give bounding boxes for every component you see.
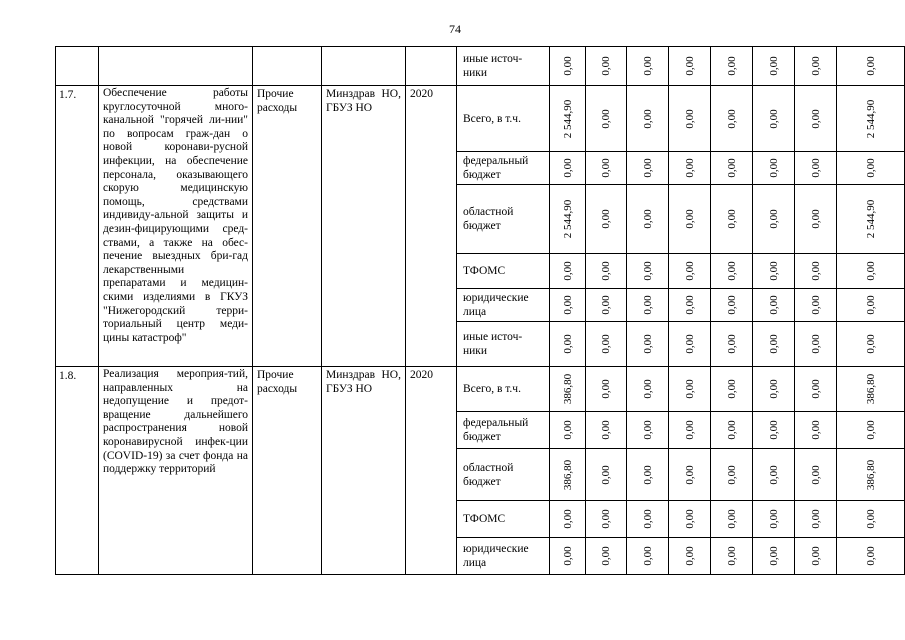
amount-value: 0,00 [809, 334, 822, 354]
expense-type-cell [253, 367, 322, 575]
amount-cell [669, 152, 711, 185]
amount-cell [795, 185, 837, 254]
amount-cell [753, 412, 795, 449]
amount-value: 0,00 [809, 420, 822, 440]
amount-cell [586, 47, 627, 86]
amount-value: 0,00 [725, 334, 738, 354]
amount-cell [627, 538, 669, 575]
amount-cell [627, 412, 669, 449]
amount-value: 0,00 [767, 334, 780, 354]
amount-cell [711, 538, 753, 575]
amount-cell [550, 152, 586, 185]
amount-value: 0,00 [600, 509, 612, 529]
amount-cell [550, 501, 586, 538]
amount-cell [669, 412, 711, 449]
amount-value: 0,00 [725, 379, 738, 399]
amount-cell [837, 412, 905, 449]
amount-value: 0,00 [809, 209, 822, 229]
amount-value: 0,00 [767, 379, 780, 399]
amount-value: 0,00 [864, 261, 877, 281]
amount-cell [711, 289, 753, 322]
amount-value: 0,00 [641, 209, 654, 229]
amount-value: 0,00 [767, 420, 780, 440]
funding-source-label: ТФОМС [463, 265, 506, 277]
amount-cell [627, 501, 669, 538]
amount-value: 386,80 [864, 373, 877, 405]
amount-cell [669, 289, 711, 322]
amount-cell [669, 47, 711, 86]
amount-cell [669, 86, 711, 152]
amount-cell [627, 47, 669, 86]
amount-value: 0,00 [767, 509, 780, 529]
funding-source-cell [457, 185, 550, 254]
amount-value: 0,00 [864, 56, 877, 76]
funding-source-cell [457, 449, 550, 501]
amount-value: 0,00 [683, 546, 696, 566]
amount-value: 0,00 [600, 334, 612, 354]
amount-value: 0,00 [864, 420, 877, 440]
amount-cell [837, 254, 905, 289]
funding-source-cell [457, 47, 550, 86]
amount-value: 0,00 [683, 158, 696, 178]
amount-cell [711, 254, 753, 289]
amount-cell [627, 449, 669, 501]
amount-value: 0,00 [683, 209, 696, 229]
amount-value: 0,00 [561, 261, 574, 281]
amount-cell [711, 185, 753, 254]
amount-value: 0,00 [600, 295, 612, 315]
amount-value: 0,00 [725, 209, 738, 229]
item-name-cell [99, 86, 253, 367]
amount-value: 0,00 [561, 546, 574, 566]
amount-cell [837, 289, 905, 322]
amount-value: 0,00 [725, 509, 738, 529]
funding-source-cell [457, 152, 550, 185]
amount-value: 0,00 [600, 379, 612, 399]
amount-value: 0,00 [600, 420, 612, 440]
amount-value: 0,00 [725, 546, 738, 566]
amount-cell [627, 254, 669, 289]
table-row [56, 86, 905, 152]
amount-value: 2 544,90 [561, 99, 574, 138]
amount-value: 0,00 [641, 379, 654, 399]
funding-source-label: областной бюджет [463, 206, 514, 232]
page-number: 74 [449, 22, 461, 36]
amount-cell [753, 254, 795, 289]
amount-cell [753, 185, 795, 254]
amount-cell [711, 449, 753, 501]
amount-cell [753, 322, 795, 367]
funding-source-cell [457, 501, 550, 538]
funding-source-label: федеральный бюджет [463, 155, 529, 181]
amount-cell [711, 412, 753, 449]
amount-cell [795, 152, 837, 185]
item-number-cell-text: 1.8. [59, 370, 77, 382]
amount-cell [837, 152, 905, 185]
amount-cell [669, 185, 711, 254]
amount-value: 0,00 [725, 261, 738, 281]
amount-value: 0,00 [864, 334, 877, 354]
amount-value: 0,00 [864, 158, 877, 178]
executor-cell [322, 86, 406, 367]
table-row [56, 367, 905, 412]
amount-cell [795, 449, 837, 501]
amount-value: 0,00 [809, 546, 822, 566]
amount-cell [711, 501, 753, 538]
amount-value: 0,00 [561, 509, 574, 529]
item-name-cell-text: Обеспечение работы круглосуточной много-канальной "горячей ли-нии" по вопросам граж-дан о новой коронави-русной инфекции, на обеспечение персонала, оказывающего скорую медицинскую помощь, средствами индивиду-альной защиты и дезин-фицирующими сред-ствами, а также на обес-печение выездных бри-гад лекарственными препаратами и медицин-скими изделиями в ГКУЗ "Нижегородский терри-ториальный центр меди-цины катастроф" [103, 87, 248, 344]
funding-source-cell [457, 289, 550, 322]
amount-cell [753, 47, 795, 86]
executor-cell-text: Минздрав НО, ГБУЗ НО [326, 369, 401, 395]
funding-source-cell [457, 538, 550, 575]
amount-cell [550, 254, 586, 289]
amount-value: 0,00 [561, 295, 574, 315]
executor-cell [322, 367, 406, 575]
amount-value: 0,00 [725, 464, 738, 485]
amount-cell [753, 86, 795, 152]
year-cell [406, 367, 457, 575]
amount-value: 0,00 [641, 56, 654, 76]
expense-type-cell [253, 47, 322, 86]
amount-value: 0,00 [683, 420, 696, 440]
amount-value: 2 544,90 [864, 199, 877, 239]
funding-source-label: юридические лица [463, 543, 529, 569]
amount-cell [711, 152, 753, 185]
amount-value: 0,00 [683, 334, 696, 354]
amount-cell [669, 538, 711, 575]
amount-value: 0,00 [767, 295, 780, 315]
amount-value: 0,00 [641, 334, 654, 354]
funding-source-cell [457, 322, 550, 367]
amount-value: 0,00 [600, 261, 612, 281]
amount-cell [795, 254, 837, 289]
amount-cell [586, 449, 627, 501]
amount-value: 0,00 [600, 158, 612, 178]
funding-source-cell [457, 86, 550, 152]
amount-value: 0,00 [725, 158, 738, 178]
expense-type-cell-text: Прочие расходы [257, 369, 298, 395]
year-cell-text: 2020 [410, 369, 433, 381]
amount-cell [627, 185, 669, 254]
amount-cell [586, 538, 627, 575]
expense-type-cell-text: Прочие расходы [257, 88, 298, 114]
amount-cell [550, 449, 586, 501]
amount-cell [627, 289, 669, 322]
amount-value: 0,00 [600, 546, 612, 566]
funding-source-label: федеральный бюджет [463, 417, 529, 443]
amount-value: 0,00 [561, 56, 574, 76]
amount-value: 0,00 [767, 261, 780, 281]
amount-value: 0,00 [641, 108, 654, 129]
amount-cell [586, 254, 627, 289]
amount-value: 0,00 [809, 261, 822, 281]
amount-cell [669, 322, 711, 367]
amount-value: 0,00 [809, 295, 822, 315]
amount-value: 0,00 [641, 464, 654, 485]
amount-value: 0,00 [683, 464, 696, 485]
expense-type-cell [253, 86, 322, 367]
item-name-cell [99, 367, 253, 575]
amount-value: 0,00 [683, 56, 696, 76]
amount-value: 0,00 [767, 108, 780, 129]
amount-cell [627, 322, 669, 367]
executor-cell-text: Минздрав НО, ГБУЗ НО [326, 88, 401, 114]
amount-value: 2 544,90 [864, 99, 877, 138]
amount-cell [753, 501, 795, 538]
funding-source-label: областной бюджет [463, 461, 514, 488]
amount-cell [586, 501, 627, 538]
amount-cell [586, 367, 627, 412]
amount-cell [550, 86, 586, 152]
amount-value: 386,80 [561, 373, 574, 405]
amount-cell [550, 322, 586, 367]
amount-cell [586, 86, 627, 152]
amount-cell [627, 86, 669, 152]
amount-cell [586, 152, 627, 185]
amount-cell [550, 367, 586, 412]
amount-value: 0,00 [641, 509, 654, 529]
amount-value: 0,00 [809, 464, 822, 485]
funding-source-label: ТФОМС [463, 513, 506, 525]
amount-value: 0,00 [600, 209, 612, 229]
executor-cell [322, 47, 406, 86]
amount-cell [586, 185, 627, 254]
item-number-cell [56, 86, 99, 367]
amount-cell [753, 289, 795, 322]
amount-value: 0,00 [683, 295, 696, 315]
amount-cell [795, 86, 837, 152]
item-number-cell [56, 367, 99, 575]
budget-table [55, 46, 905, 575]
year-cell-text: 2020 [410, 88, 433, 100]
amount-cell [837, 185, 905, 254]
amount-cell [711, 86, 753, 152]
amount-value: 0,00 [725, 420, 738, 440]
amount-cell [753, 538, 795, 575]
funding-source-label: Всего, в т.ч. [463, 112, 521, 125]
amount-value: 0,00 [767, 464, 780, 485]
amount-value: 0,00 [809, 509, 822, 529]
amount-value: 0,00 [864, 546, 877, 566]
amount-value: 0,00 [600, 56, 612, 76]
amount-value: 0,00 [809, 379, 822, 399]
amount-value: 0,00 [864, 295, 877, 315]
funding-source-label: Всего, в т.ч. [463, 383, 521, 395]
amount-value: 0,00 [561, 158, 574, 178]
amount-cell [586, 289, 627, 322]
amount-cell [837, 501, 905, 538]
amount-value: 0,00 [809, 108, 822, 129]
amount-cell [627, 152, 669, 185]
amount-cell [753, 367, 795, 412]
amount-cell [550, 412, 586, 449]
amount-value: 0,00 [767, 546, 780, 566]
item-name-cell [99, 47, 253, 86]
amount-value: 0,00 [809, 158, 822, 178]
amount-cell [669, 367, 711, 412]
amount-cell [795, 538, 837, 575]
amount-value: 0,00 [641, 295, 654, 315]
funding-source-cell [457, 367, 550, 412]
year-cell [406, 47, 457, 86]
funding-source-label: юридические лица [463, 292, 529, 318]
amount-cell [669, 449, 711, 501]
amount-cell [586, 322, 627, 367]
amount-cell [795, 501, 837, 538]
amount-value: 0,00 [683, 261, 696, 281]
amount-cell [627, 367, 669, 412]
funding-source-cell [457, 254, 550, 289]
amount-value: 0,00 [683, 509, 696, 529]
funding-source-label: иные источ-ники [463, 331, 523, 357]
funding-source-label: иные источ-ники [463, 53, 523, 79]
amount-value: 0,00 [767, 209, 780, 229]
amount-value: 0,00 [641, 261, 654, 281]
amount-cell [753, 449, 795, 501]
amount-value: 0,00 [600, 108, 612, 129]
amount-cell [586, 412, 627, 449]
amount-cell [711, 322, 753, 367]
amount-value: 0,00 [767, 158, 780, 178]
item-number-cell-text: 1.7. [59, 89, 77, 101]
amount-cell [550, 47, 586, 86]
amount-cell [837, 86, 905, 152]
amount-cell [795, 367, 837, 412]
amount-cell [550, 538, 586, 575]
amount-value: 386,80 [561, 459, 574, 490]
amount-value: 0,00 [641, 546, 654, 566]
amount-cell [837, 322, 905, 367]
amount-cell [795, 289, 837, 322]
amount-cell [837, 538, 905, 575]
amount-cell [795, 47, 837, 86]
amount-cell [753, 152, 795, 185]
amount-cell [711, 47, 753, 86]
table-row [56, 47, 905, 86]
amount-value: 0,00 [641, 420, 654, 440]
amount-value: 0,00 [725, 108, 738, 129]
amount-cell [837, 449, 905, 501]
amount-value: 2 544,90 [561, 199, 574, 239]
amount-value: 0,00 [561, 334, 574, 354]
amount-value: 0,00 [561, 420, 574, 440]
amount-cell [550, 289, 586, 322]
amount-cell [669, 501, 711, 538]
amount-value: 0,00 [683, 108, 696, 129]
amount-value: 0,00 [809, 56, 822, 76]
amount-cell [795, 412, 837, 449]
amount-cell [550, 185, 586, 254]
amount-value: 0,00 [641, 158, 654, 178]
amount-value: 0,00 [600, 464, 612, 485]
amount-value: 0,00 [864, 509, 877, 529]
amount-cell [669, 254, 711, 289]
amount-value: 0,00 [725, 56, 738, 76]
amount-value: 0,00 [725, 295, 738, 315]
amount-cell [837, 47, 905, 86]
amount-cell [837, 367, 905, 412]
item-name-cell-text: Реализация мероприя-тий, направленных на недопущение и предот-вращение дальнейшего распространения новой коронавирусной инфек-ции (COVID-19) за счет фонда на поддержку территорий [103, 368, 248, 476]
amount-cell [795, 322, 837, 367]
amount-value: 0,00 [767, 56, 780, 76]
amount-value: 386,80 [864, 459, 877, 490]
year-cell [406, 86, 457, 367]
funding-source-cell [457, 412, 550, 449]
amount-value: 0,00 [683, 379, 696, 399]
amount-cell [711, 367, 753, 412]
item-number-cell [56, 47, 99, 86]
